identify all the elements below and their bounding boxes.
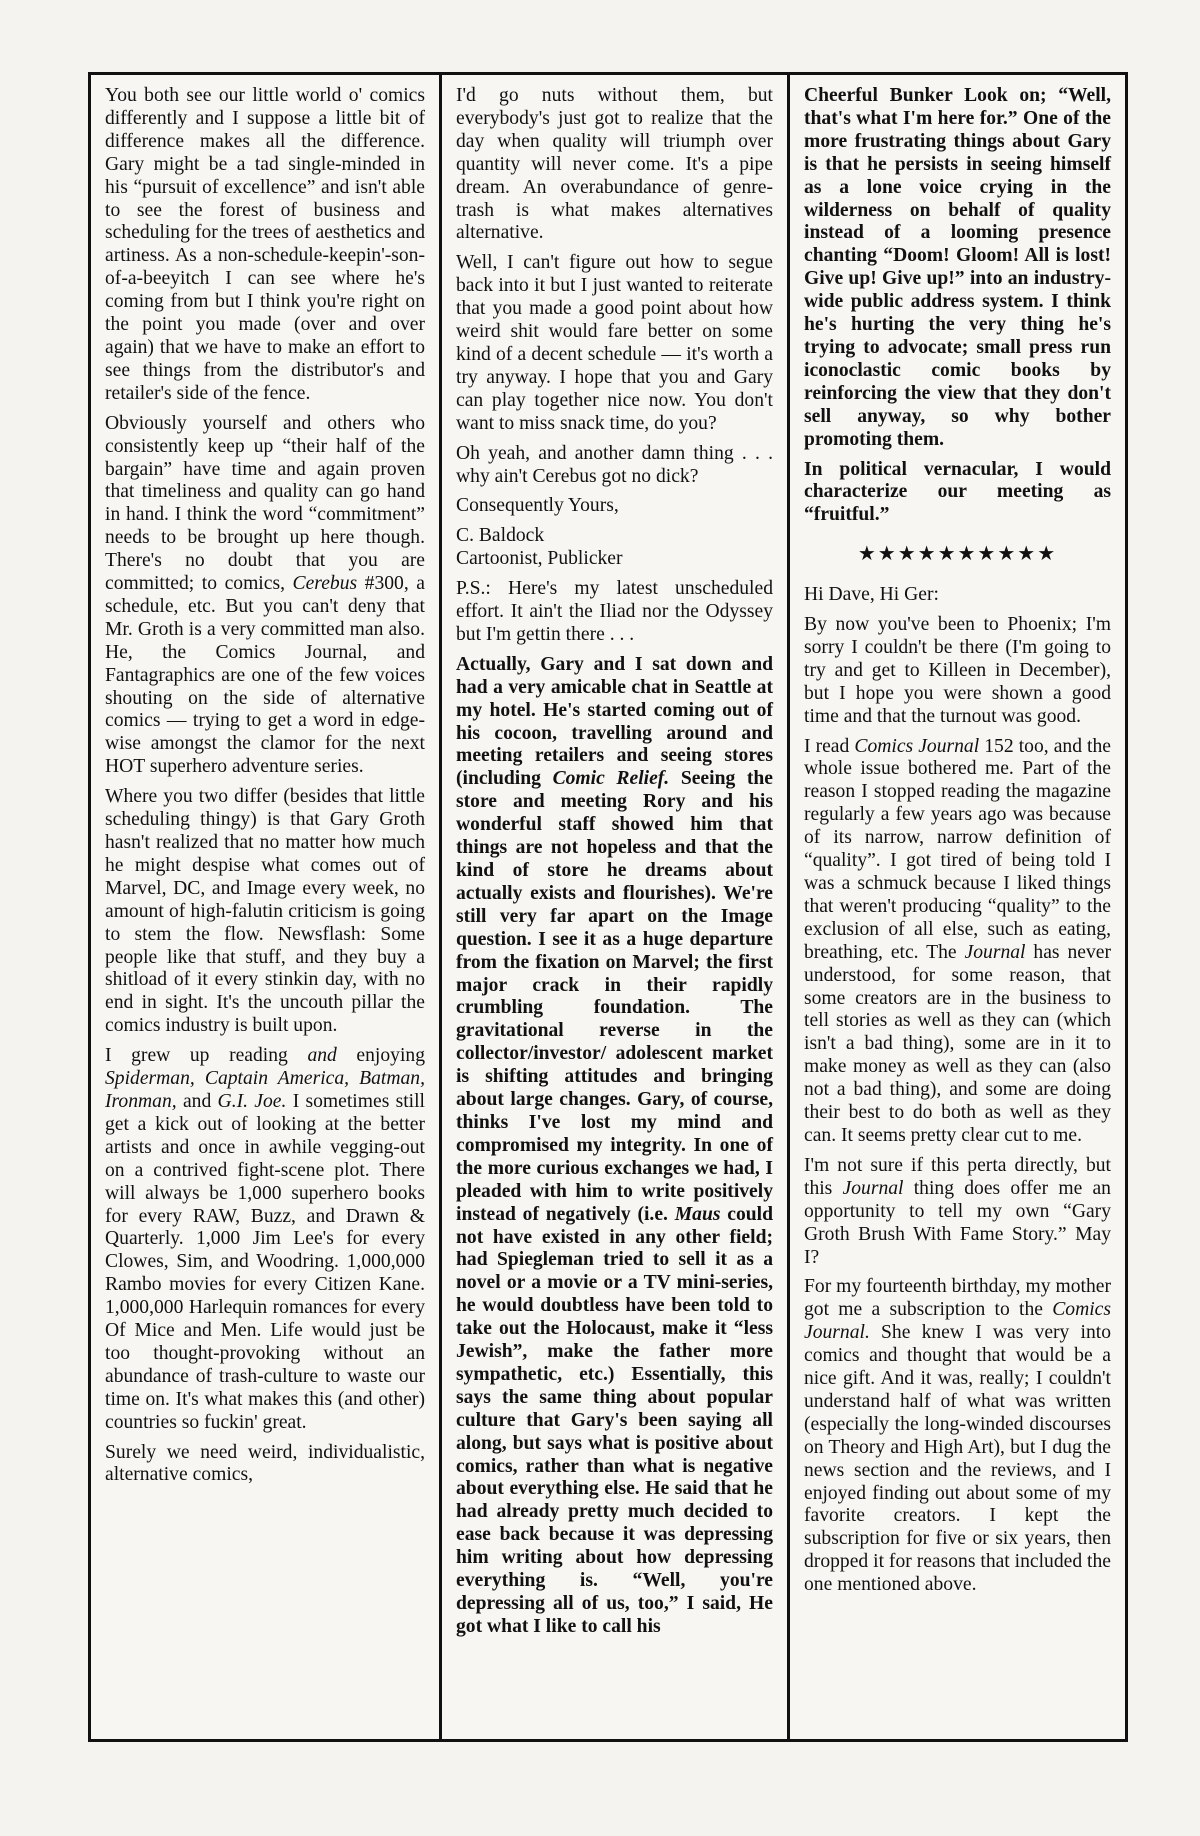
letter-closing: Consequently Yours, [456,495,619,517]
letter-paragraph: I read Comics Journal 152 too, and the whole issue bothered me. Part of the reason I stopped reading the magazine regularly a few years ago was because of its narrow, narrow definition of “quality”. I got tired of being told I was a schmuck because I liked things that weren't producing “quality” to the exclusion of all else, such as eating, breathing, etc. The Journal has never understood, for some reason, that some creators are in the business to tell stories as well as they can (which isn't a bad thing), some are in it to make money as well as they can (also not a bad thing), and some are doing their best to do both as well as they can. It seems pretty clear cut to me. [804,735,1111,1146]
star-divider: ★★★★★★★★★★ [857,543,1058,566]
column-right [787,75,1125,1739]
editor-reply: Actually, Gary and I sat down and had a very amicable chat in Seattle at my hotel. He's started coming out of his cocoon, travelling around and meeting retailers and seeing stores (including Comic Relief. Seeing the store and meeting Rory and his wonderful staff showed him that things are not hopeless and that the kind of store he dreams about actually exists and flourishes). We're still very far apart on the Image question. I see it as a huge departure from the fixation on Marvel; the first major crack in their rapidly crumbling foundation. The gravitational reverse in the collector/investor/ adolescent market is shifting attitudes and bringing about large changes. Gary, of course, thinks I've lost my mind and compromised my integrity. In one of the more curious exchanges we had, I pleaded with him to write positively instead of negatively (i.e. Maus could not have existed in any other field; had Spiegleman tried to sell it as a novel or a movie or a TV mini-series, he would doubtless have been told to take out the Holocaust, make it “less Jewish”, make the father more sympathetic, etc.) Essentially, this says the same thing about popular culture that Gary's been saying all along, but says what is positive about comics, rather than what is negative about everything else. He said that he had already pretty much decided to ease back because it was depressing him writing about how depressing everything is. “Well, you're depressing all of us, too,” I said, He got what I like to call his [456,653,774,1637]
letter-paragraph: Well, I can't figure out how to segue back into it but I just wanted to reiterate that you made a good point about how weird shit would fare better on some kind of a decent schedule — it's worth a try anyway. I hope that you and Gary can play together nice now. You don't want to miss snack time, do you? [456,252,773,434]
letter-paragraph: For my fourteenth birthday, my mother got me a subscription to the Comics Journal. She knew I was very into comics and thought that would be a nice gift. And it was, really; I couldn't understand half of what was written (especially the long-winded discourses on Theory and High Art), but I dug the news section and the reviews, and I enjoyed finding out about some of my favorite creators. I kept the subscription for five or six years, then dropped it for reasons that included the one mentioned above. [804,1276,1111,1596]
letter-paragraph: I'm not sure if this perta directly, but this Journal thing does offer me an opportunity to tell my own “Gary Groth Brush With Fame Story.” May I? [804,1154,1111,1268]
signature-title: Cartoonist, Publicker [456,548,623,570]
postscript: P.S.: Here's my latest unscheduled effort. It ain't the Iliad nor the Odyssey but I'm gettin there . . . [456,578,773,645]
letter-paragraph: Oh yeah, and another damn thing . . . why ain't Cerebus got no dick? [456,442,773,487]
signature-name: C. Baldock [456,525,545,547]
letter-paragraph: Obviously yourself and others who consistently keep up “their half of the bargain” have time and again proven that timeliness and quality can go hand in hand. I think the word “commitment” needs to be brought up here though. There's no doubt that you are committed; to comics, Cerebus #300, a schedule, etc. But you can't deny that Mr. Groth is a very committed man also. He, the Comics Journal, and Fantagraphics are one of the few voices shouting on the side of alternative comics — trying to get a word in edge-wise amongst the clamor for the next HOT superhero adventure series. [105,412,425,778]
letter-paragraph: Surely we need weird, individualistic, alternative comics, [105,1441,425,1486]
letters-page [88,72,1128,1742]
letter-paragraph: I'd go nuts without them, but everybody's just got to realize that the day when quality will triumph over quantity will never come. It's a pipe dream. An overabundance of genre-trash is what makes alternatives alternative. [456,85,773,244]
editor-reply: Cheerful Bunker Look on; “Well, that's what I'm here for.” One of the more frustrating things about Gary is that he persists in seeing himself as a lone voice crying in the wilderness on behalf of quality instead of a looming presence chanting “Doom! Gloom! All is lost! Give up! Give up!” into an industry-wide public address system. I think he's hurting the very thing he's trying to advocate; small press run iconoclastic comic books by reinforcing the view that they don't sell anyway, so why bother promoting them. [804,85,1111,450]
letter-paragraph: Where you two differ (besides that little scheduling thingy) is that Gary Groth hasn't realized that no matter how much he might despise what comes out of Marvel, DC, and Image every week, no amount of high-falutin criticism is going to stem the flow. Newsflash: Some people like that stuff, and they buy a shitload of it every stinkin day, with no end in sight. It's the uncouth pillar the comics industry is built upon. [105,786,425,1037]
editor-reply: In political vernacular, I would characterize our meeting as “fruitful.” [804,458,1111,526]
letter-paragraph: You both see our little world o' comics differently and I suppose a little bit of difference makes all the difference. Gary might be a tad single-minded in his “pursuit of excellence” and isn't able to see the forest of business and scheduling for the trees of aesthetics and artiness. As a non-schedule-keepin'-son-of-a-beeyitch I can see where he's coming from but I think you're right on the point you made (over and over again) that we have to make an effort to see things from the distributor's and retailer's side of the fence. [105,85,425,404]
letter-paragraph: By now you've been to Phoenix; I'm sorry I couldn't be there (I'm going to try and get to Killeen in December), but I hope you were shown a good time and that the turnout was good. [804,614,1111,727]
column-middle [439,75,787,1739]
column-left [91,75,439,1739]
letter-paragraph: I grew up reading and enjoying Spiderman, Captain America, Batman, Ironman, and G.I. Joe. I sometimes still get a kick out of looking at the better artists and once in awhile vegging-out on a contrived fight-scene plot. There will always be 1,000 superhero books for every RAW, Buzz, and Drawn & Quarterly. 1,000 Jim Lee's for every Clowes, Sim, and Woodring. 1,000,000 Rambo movies for every Citizen Kane. 1,000,000 Harlequin romances for every Of Mice and Men. Life would just be too thought-provoking without an abundance of trash-culture to waste our time on. It's what makes this (and other) countries so fuckin' great. [105,1045,425,1433]
letter-greeting: Hi Dave, Hi Ger: [804,584,939,606]
